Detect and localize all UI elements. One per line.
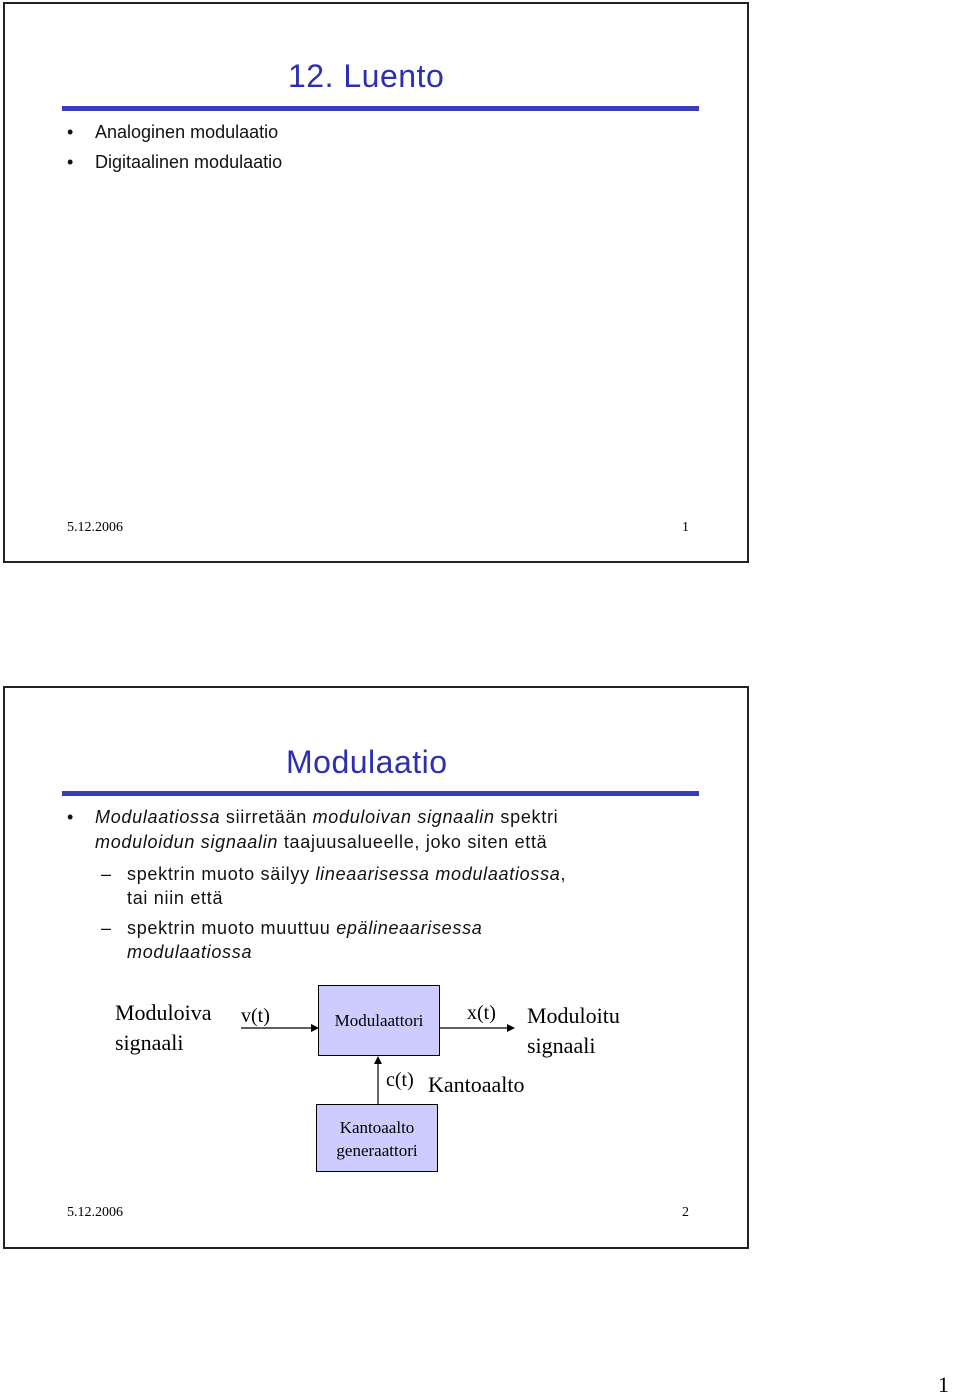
input-signal-label: Moduloiva signaali — [115, 1000, 212, 1055]
dash-marker: – — [101, 918, 112, 938]
sub-item-continued: tai niin että — [127, 888, 224, 908]
slide-1 — [3, 2, 749, 563]
bullet-text: Analoginen modulaatio — [95, 122, 279, 142]
sub-item-continued: modulaatiossa — [127, 942, 253, 962]
paragraph-line: • Modulaatiossa siirretään moduloivan signaalin spektri — [67, 807, 559, 827]
bullet-item — [67, 152, 282, 173]
slide-number: 1 — [682, 520, 689, 535]
slide-2-title: Modulaatio — [286, 744, 448, 780]
bullet-text: Digitaalinen modulaatio — [95, 152, 283, 172]
title-rule — [62, 106, 699, 111]
slide-1-title: 12. Luento — [288, 58, 445, 94]
slide-number: 2 — [682, 1205, 689, 1220]
bullet-dot: • — [67, 122, 74, 142]
x-label: x(t) — [467, 1002, 496, 1024]
modulator-block: Modulaattori — [318, 985, 440, 1056]
slide-date: 5.12.2006 — [67, 1205, 123, 1220]
sub-item: – spektrin muoto muuttuu epälineaarisessa — [101, 918, 483, 938]
v-label: v(t) — [241, 1005, 270, 1027]
dash-marker: – — [101, 864, 112, 884]
slide-date: 5.12.2006 — [67, 520, 123, 535]
sub-item: – spektrin muoto säilyy lineaarisessa modulaatiossa, — [101, 864, 567, 884]
arrow-c-head — [374, 1056, 382, 1064]
arrow-x-head — [507, 1024, 515, 1032]
output-signal-label: Moduloitu signaali — [527, 1003, 620, 1058]
c-label: c(t) — [386, 1069, 414, 1091]
carrier-label: Kantoaalto — [428, 1072, 525, 1097]
slide-2 — [3, 686, 749, 1249]
page-number: 1 — [938, 1372, 949, 1397]
paragraph-line: moduloidun signaalin taajuusalueelle, joko siten että — [95, 832, 548, 852]
bullet-dot: • — [67, 152, 74, 172]
carrier-generator-block: Kantoaalto generaattori — [316, 1104, 438, 1172]
bullet-item — [67, 122, 278, 143]
bullet-dot: • — [67, 807, 75, 827]
